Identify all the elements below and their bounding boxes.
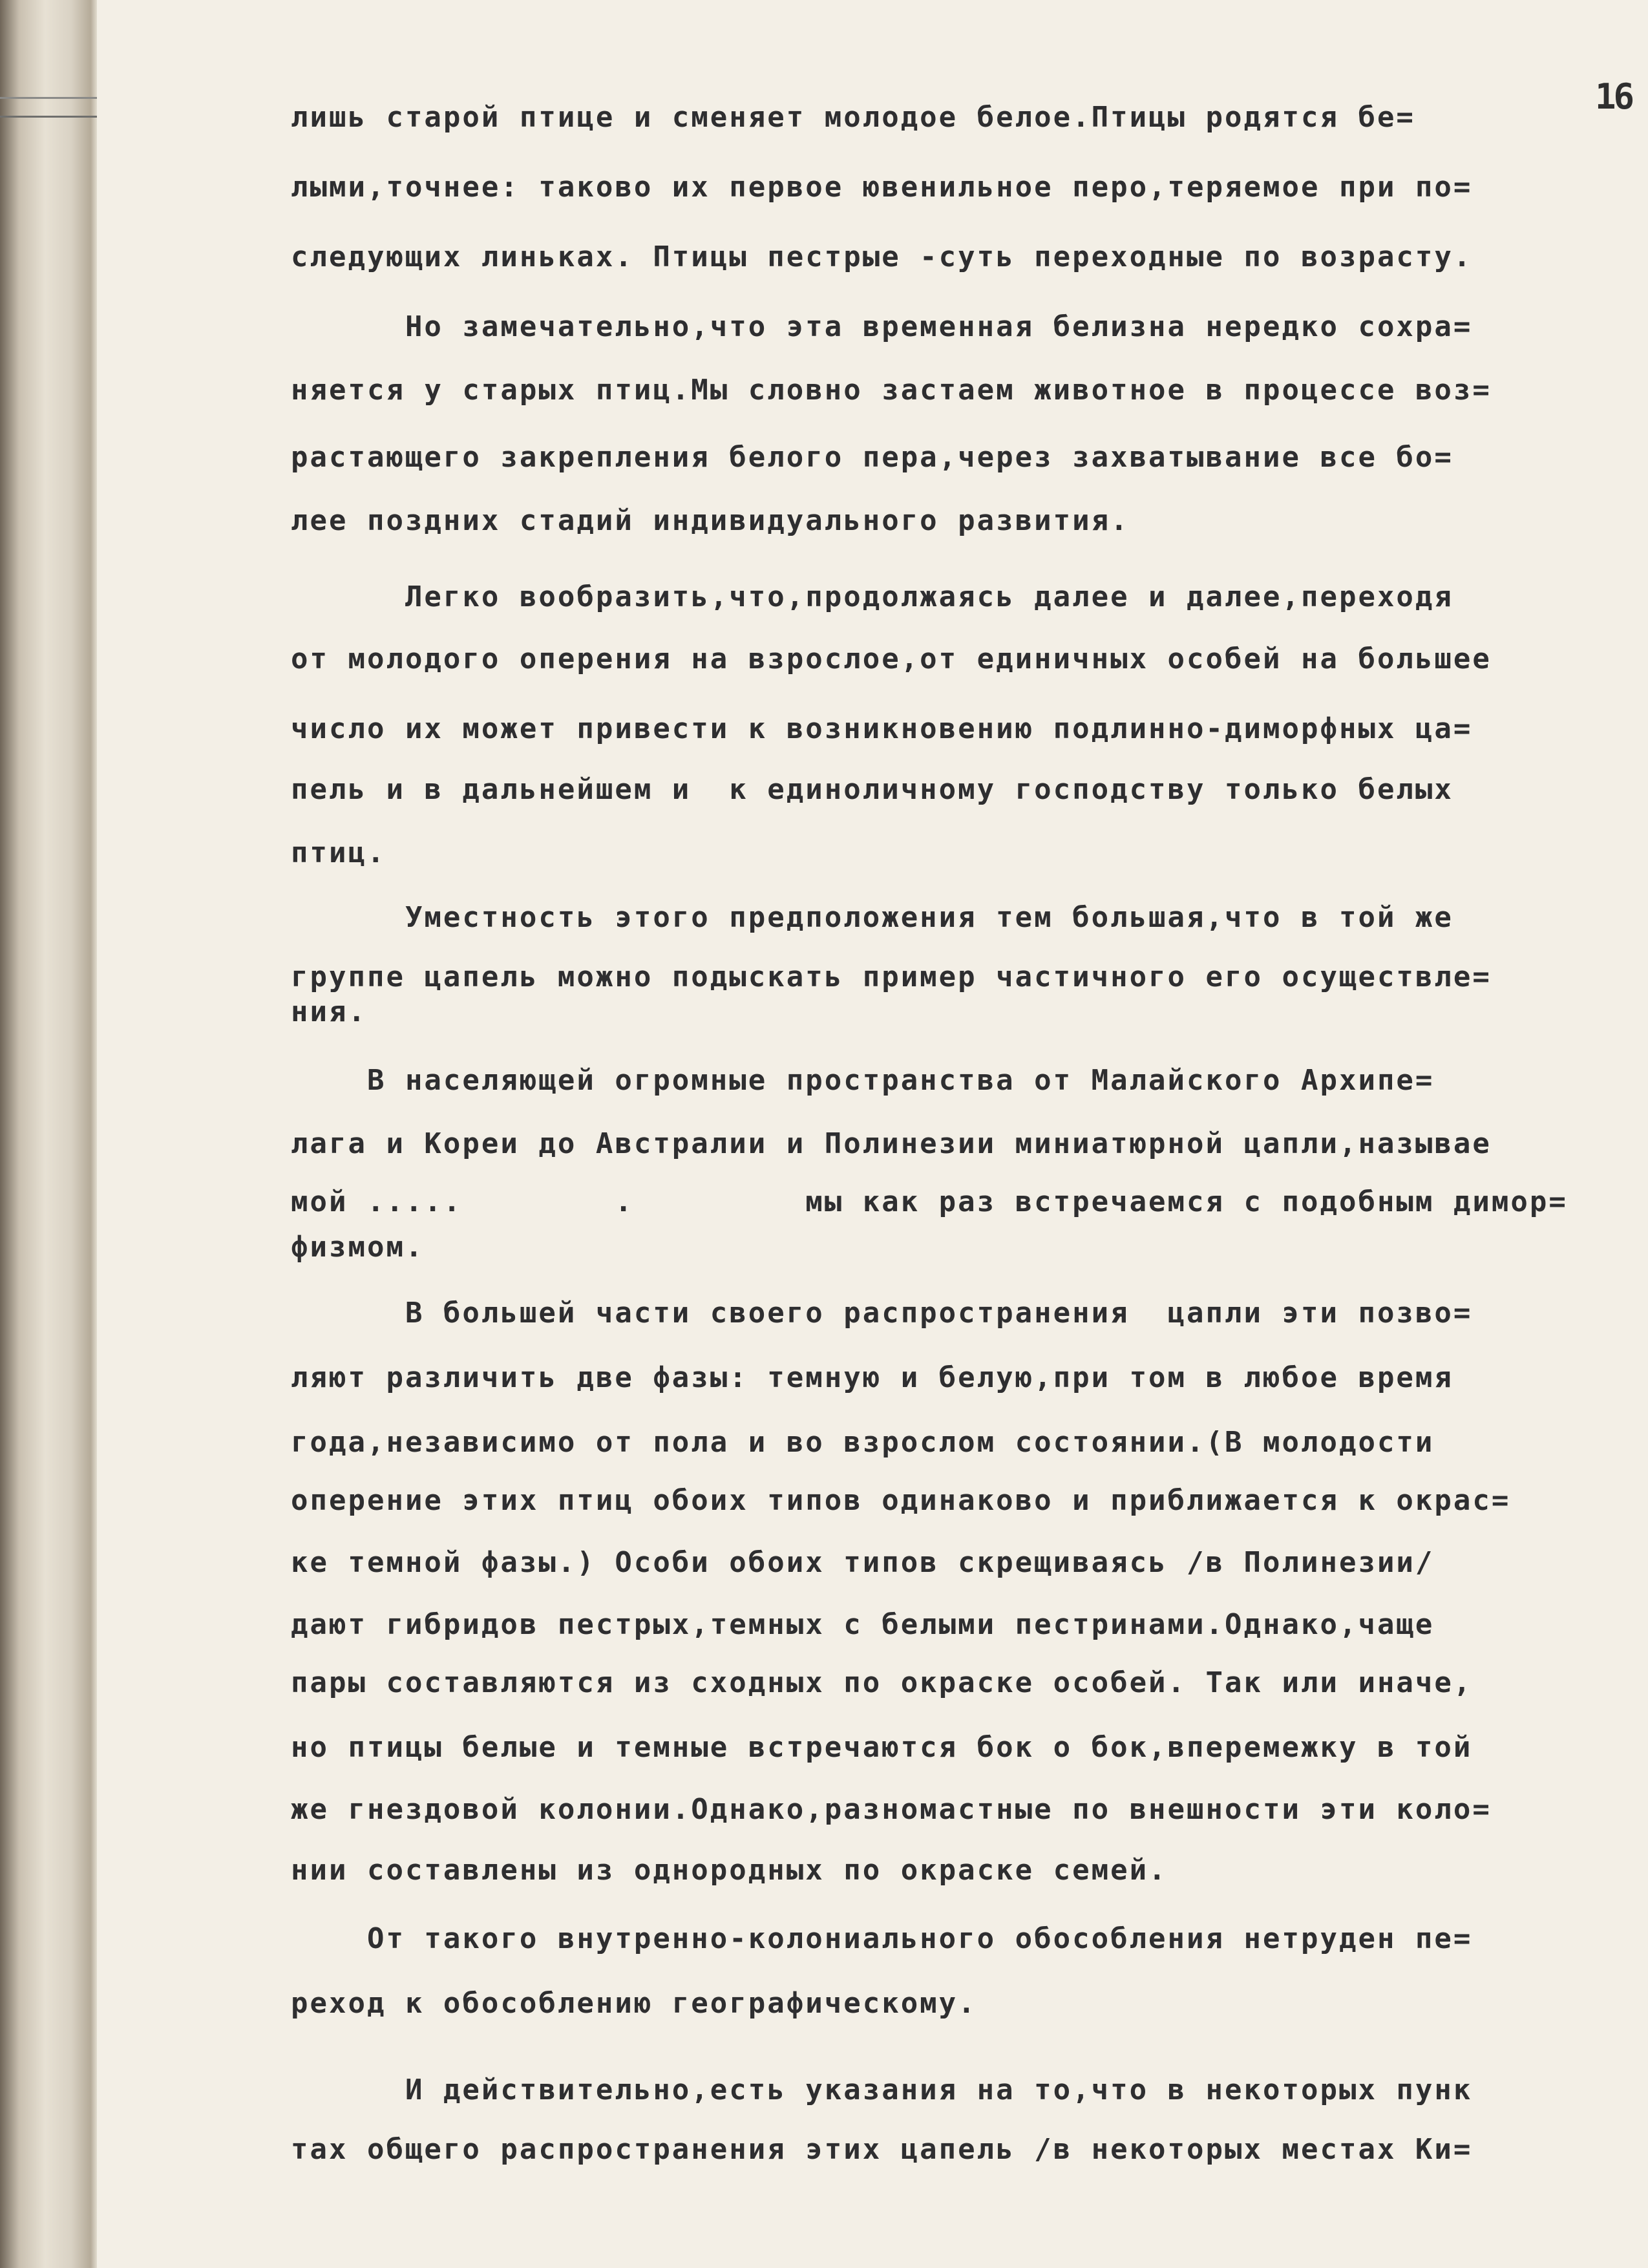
text-line: пель и в дальнейшем и к единоличному господству только белых [291,773,1453,806]
text-line: дают гибридов пестрых,темных с белыми пестринами.Однако,чаще [291,1608,1435,1641]
text-line: Уместность этого предположения тем большая,что в той же [291,901,1453,934]
text-line: лее поздних стадий индивидуального развития. [291,504,1130,537]
text-line: птиц. [291,836,386,869]
text-line: Легко вообразить,что,продолжаясь далее и далее,переходя [291,580,1453,613]
text-line: няется у старых птиц.Мы словно застаем животное в процессе воз= [291,374,1492,407]
text-line: число их может привести к возникновению подлинно-диморфных ца= [291,712,1473,745]
text-line: ке темной фазы.) Особи обоих типов скрещиваясь /в Полинезии/ [291,1546,1435,1579]
text-line: года,независимо от пола и во взрослом состоянии.(В молодости [291,1426,1435,1459]
text-line: тах общего распространения этих цапель /в некоторых местах Ки= [291,2133,1473,2166]
text-line: лыми,точнее: таково их первое ювенильное перо,теряемое при по= [291,171,1473,204]
text-line: И действительно,есть указания на то,что в некоторых пунк [291,2073,1473,2106]
text-line: оперение этих птиц обоих типов одинаково и приближается к окрас= [291,1484,1511,1517]
text-line: растающего закрепления белого пера,через захватывание все бо= [291,441,1453,474]
text-line: В населяющей огромные пространства от Малайского Архипе= [291,1064,1435,1097]
text-line: В большей части своего распространения цапли эти позво= [291,1297,1473,1330]
text-line: пары составляются из сходных по окраске особей. Так или иначе, [291,1666,1473,1699]
text-line: но птицы белые и темные встречаются бок о бок,вперемежку в той [291,1731,1473,1764]
page-number: 16 [1595,76,1632,117]
text-line: От такого внутренно-колониального обособления нетруден пе= [291,1922,1473,1955]
text-line: от молодого оперения на взрослое,от единичных особей на большее [291,642,1492,675]
text-line: физмом. [291,1231,425,1264]
text-line: лишь старой птице и сменяет молодое белое.Птицы родятся бе= [291,101,1415,134]
text-line: следующих линьках. Птицы пестрые -суть переходные по возрасту. [291,240,1473,273]
binding-edge [0,0,97,2268]
text-line: группе цапель можно подыскать пример частичного его осуществле= [291,960,1492,993]
text-line: реход к обособлению географическому. [291,1987,977,2020]
text-line: ляют различить две фазы: темную и белую,при том в любое время [291,1361,1453,1394]
text-line: нии составлены из однородных по окраске семей. [291,1854,1168,1887]
text-line: ния. [291,995,367,1028]
text-line: мой ..... . мы как раз встречаемся с подобным димор= [291,1185,1568,1218]
text-line: Но замечательно,что эта временная белизна нередко сохра= [291,310,1473,343]
text-line: лага и Кореи до Австралии и Полинезии миниатюрной цапли,называе [291,1127,1492,1160]
text-line: же гнездовой колонии.Однако,разномастные по внешности эти коло= [291,1793,1492,1826]
